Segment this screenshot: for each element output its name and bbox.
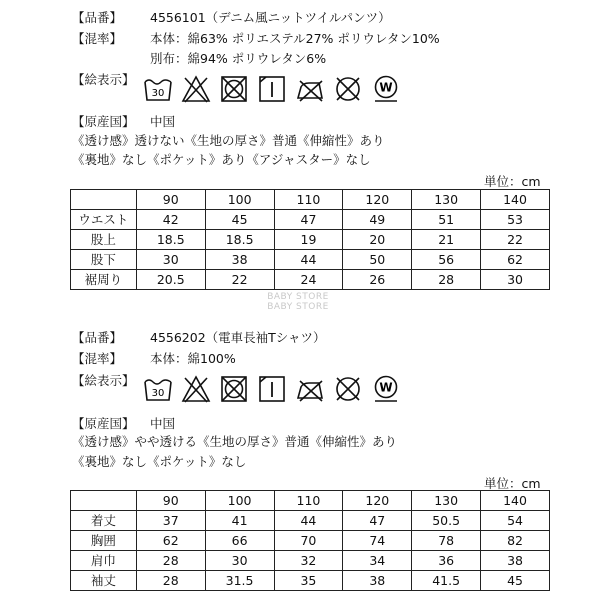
table-row bbox=[71, 230, 550, 250]
care-label: 【絵表示】 bbox=[72, 72, 135, 87]
row-label: 肩巾 bbox=[71, 551, 137, 571]
row-label: ウエスト bbox=[71, 210, 137, 230]
composition-label: 【混率】 bbox=[72, 351, 123, 366]
table-cell: 28 bbox=[136, 571, 205, 591]
table-cell: 22 bbox=[205, 270, 274, 290]
wet-clean-icon bbox=[371, 74, 401, 104]
table-cell: 30 bbox=[136, 250, 205, 270]
no-dry-clean-icon bbox=[333, 374, 363, 404]
row-label: 袖丈 bbox=[71, 571, 137, 591]
table-cell: 36 bbox=[412, 551, 481, 571]
size-table-tshirt bbox=[70, 490, 550, 591]
table-cell: 45 bbox=[205, 210, 274, 230]
table-cell: 53 bbox=[481, 210, 550, 230]
table-cell: 18.5 bbox=[205, 230, 274, 250]
table-row bbox=[71, 571, 550, 591]
wash-30-icon bbox=[143, 374, 173, 404]
unit-label: 単位：cm bbox=[484, 174, 541, 189]
table-cell: 20 bbox=[343, 230, 412, 250]
table-cell: 50.5 bbox=[412, 511, 481, 531]
origin-label: 【原産国】 bbox=[72, 416, 135, 431]
table-row bbox=[71, 270, 550, 290]
table-header-row bbox=[71, 491, 550, 511]
table-cell: 41 bbox=[205, 511, 274, 531]
table-row bbox=[71, 250, 550, 270]
table-cell: 38 bbox=[481, 551, 550, 571]
table-corner-cell bbox=[71, 491, 137, 511]
size-header: 110 bbox=[274, 491, 343, 511]
no-dry-clean-icon bbox=[333, 74, 363, 104]
table-cell: 50 bbox=[343, 250, 412, 270]
watermark-line-1: BABY STORE bbox=[267, 292, 329, 302]
table-cell: 66 bbox=[205, 531, 274, 551]
table-cell: 47 bbox=[274, 210, 343, 230]
fabric-notes-line-2: 《裏地》なし《ポケット》あり《アジャスター》なし bbox=[72, 152, 371, 167]
row-label: 股上 bbox=[71, 230, 137, 250]
table-cell: 51 bbox=[412, 210, 481, 230]
no-bleach-icon bbox=[181, 374, 211, 404]
table-header-row bbox=[71, 190, 550, 210]
product-number-label: 【品番】 bbox=[72, 330, 123, 345]
wash-temp-text: 30 bbox=[151, 388, 165, 399]
origin-value: 中国 bbox=[150, 114, 176, 129]
table-row bbox=[71, 511, 550, 531]
no-tumble-dry-icon bbox=[219, 374, 249, 404]
watermark bbox=[228, 292, 368, 312]
row-label: 裾周り bbox=[71, 270, 137, 290]
wet-clean-letter: W bbox=[379, 80, 393, 95]
fabric-notes-line-1: 《透け感》透けない《生地の厚さ》普通《伸縮性》あり bbox=[72, 133, 385, 148]
table-cell: 70 bbox=[274, 531, 343, 551]
composition-line-1: 本体：綿63% ポリエステル27% ポリウレタン10% bbox=[150, 31, 440, 46]
table-cell: 78 bbox=[412, 531, 481, 551]
table-cell: 28 bbox=[136, 551, 205, 571]
table-cell: 34 bbox=[343, 551, 412, 571]
size-header: 100 bbox=[205, 190, 274, 210]
origin-value: 中国 bbox=[150, 416, 176, 431]
table-cell: 62 bbox=[136, 531, 205, 551]
table-cell: 24 bbox=[274, 270, 343, 290]
table-corner-cell bbox=[71, 190, 137, 210]
table-cell: 44 bbox=[274, 250, 343, 270]
no-iron-icon bbox=[295, 74, 325, 104]
wet-clean-icon bbox=[371, 374, 401, 404]
table-cell: 47 bbox=[343, 511, 412, 531]
composition-line-1: 本体：綿100% bbox=[150, 351, 236, 366]
row-label: 着丈 bbox=[71, 511, 137, 531]
product-number-label: 【品番】 bbox=[72, 10, 123, 25]
table-cell: 20.5 bbox=[136, 270, 205, 290]
table-cell: 18.5 bbox=[136, 230, 205, 250]
watermark-line-2: BABY STORE bbox=[267, 302, 329, 312]
composition-line-2: 別布：綿94% ポリウレタン6% bbox=[150, 51, 327, 66]
table-cell: 28 bbox=[412, 270, 481, 290]
table-cell: 74 bbox=[343, 531, 412, 551]
origin-label: 【原産国】 bbox=[72, 114, 135, 129]
row-label: 胸囲 bbox=[71, 531, 137, 551]
product-number-value: 4556101（デニム風ニットツイルパンツ） bbox=[150, 10, 391, 25]
table-row bbox=[71, 210, 550, 230]
table-cell: 32 bbox=[274, 551, 343, 571]
table-cell: 82 bbox=[481, 531, 550, 551]
size-header: 140 bbox=[481, 190, 550, 210]
table-cell: 38 bbox=[343, 571, 412, 591]
table-cell: 21 bbox=[412, 230, 481, 250]
size-header: 130 bbox=[412, 491, 481, 511]
table-row bbox=[71, 531, 550, 551]
table-cell: 41.5 bbox=[412, 571, 481, 591]
size-table-pants bbox=[70, 189, 550, 290]
table-cell: 22 bbox=[481, 230, 550, 250]
line-dry-icon bbox=[257, 374, 287, 404]
table-cell: 38 bbox=[205, 250, 274, 270]
size-header: 110 bbox=[274, 190, 343, 210]
table-cell: 26 bbox=[343, 270, 412, 290]
size-header: 130 bbox=[412, 190, 481, 210]
size-header: 90 bbox=[136, 491, 205, 511]
table-cell: 62 bbox=[481, 250, 550, 270]
no-tumble-dry-icon bbox=[219, 74, 249, 104]
size-header: 100 bbox=[205, 491, 274, 511]
table-cell: 31.5 bbox=[205, 571, 274, 591]
table-cell: 37 bbox=[136, 511, 205, 531]
size-header: 140 bbox=[481, 491, 550, 511]
fabric-notes-line-1: 《透け感》やや透ける《生地の厚さ》普通《伸縮性》あり bbox=[72, 434, 398, 449]
no-iron-icon bbox=[295, 374, 325, 404]
table-row bbox=[71, 551, 550, 571]
wet-clean-letter: W bbox=[379, 380, 393, 395]
size-header: 90 bbox=[136, 190, 205, 210]
size-header: 120 bbox=[343, 491, 412, 511]
row-label: 股下 bbox=[71, 250, 137, 270]
care-icons-row bbox=[143, 64, 401, 104]
composition-label: 【混率】 bbox=[72, 31, 123, 46]
table-cell: 56 bbox=[412, 250, 481, 270]
table-cell: 45 bbox=[481, 571, 550, 591]
table-cell: 42 bbox=[136, 210, 205, 230]
wash-temp-text: 30 bbox=[151, 88, 165, 99]
no-bleach-icon bbox=[181, 74, 211, 104]
table-cell: 44 bbox=[274, 511, 343, 531]
table-cell: 19 bbox=[274, 230, 343, 250]
product-number-value: 4556202（電車長袖Tシャツ） bbox=[150, 330, 326, 345]
table-cell: 30 bbox=[205, 551, 274, 571]
table-cell: 35 bbox=[274, 571, 343, 591]
wash-30-icon bbox=[143, 74, 173, 104]
fabric-notes-line-2: 《裏地》なし《ポケット》なし bbox=[72, 454, 247, 469]
table-cell: 49 bbox=[343, 210, 412, 230]
unit-label: 単位：cm bbox=[484, 476, 541, 491]
care-label: 【絵表示】 bbox=[72, 373, 135, 388]
line-dry-icon bbox=[257, 74, 287, 104]
care-icons-row bbox=[143, 364, 401, 404]
table-cell: 54 bbox=[481, 511, 550, 531]
table-cell: 30 bbox=[481, 270, 550, 290]
size-header: 120 bbox=[343, 190, 412, 210]
